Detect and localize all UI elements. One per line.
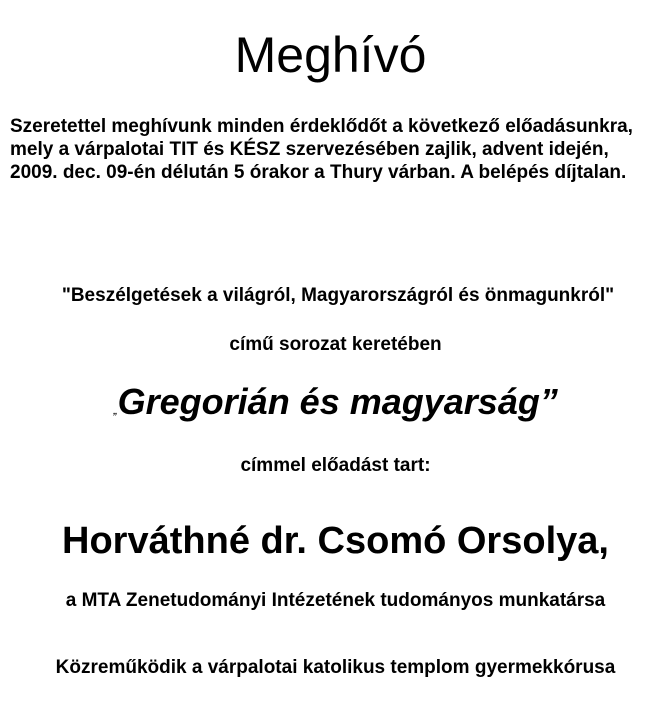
lecture-title (0, 380, 671, 423)
gives-lecture-text: címmel előadást tart: (240, 455, 431, 476)
lecture-title-text: Gregorián és magyarság” (117, 381, 558, 422)
choir-credit: Közreműködik a várpalotai katolikus templom gyermekkórusa (55, 657, 616, 678)
series-frame-text: című sorozat keretében (229, 334, 442, 355)
series-name: "Beszélgetések a világról, Magyarországról és önmagunkról" (61, 285, 615, 306)
invitation-title: Meghívó (234, 27, 427, 83)
speaker-role: a MTA Zenetudományi Intézetének tudományos munkatársa (65, 590, 606, 611)
speaker-name: Horváthné dr. Csomó Orsolya, (62, 520, 609, 562)
intro-paragraph: Szeretettel meghívunk minden érdeklődőt a következő előadásunkra, mely a várpalotai TIT és KÉSZ szervezésében zajlik, advent idején, 2009. dec. 09-én délután 5 órakor a Thury várban. A belépés díjtalan. (10, 116, 633, 183)
lecture-open-quote: „ (113, 406, 118, 416)
